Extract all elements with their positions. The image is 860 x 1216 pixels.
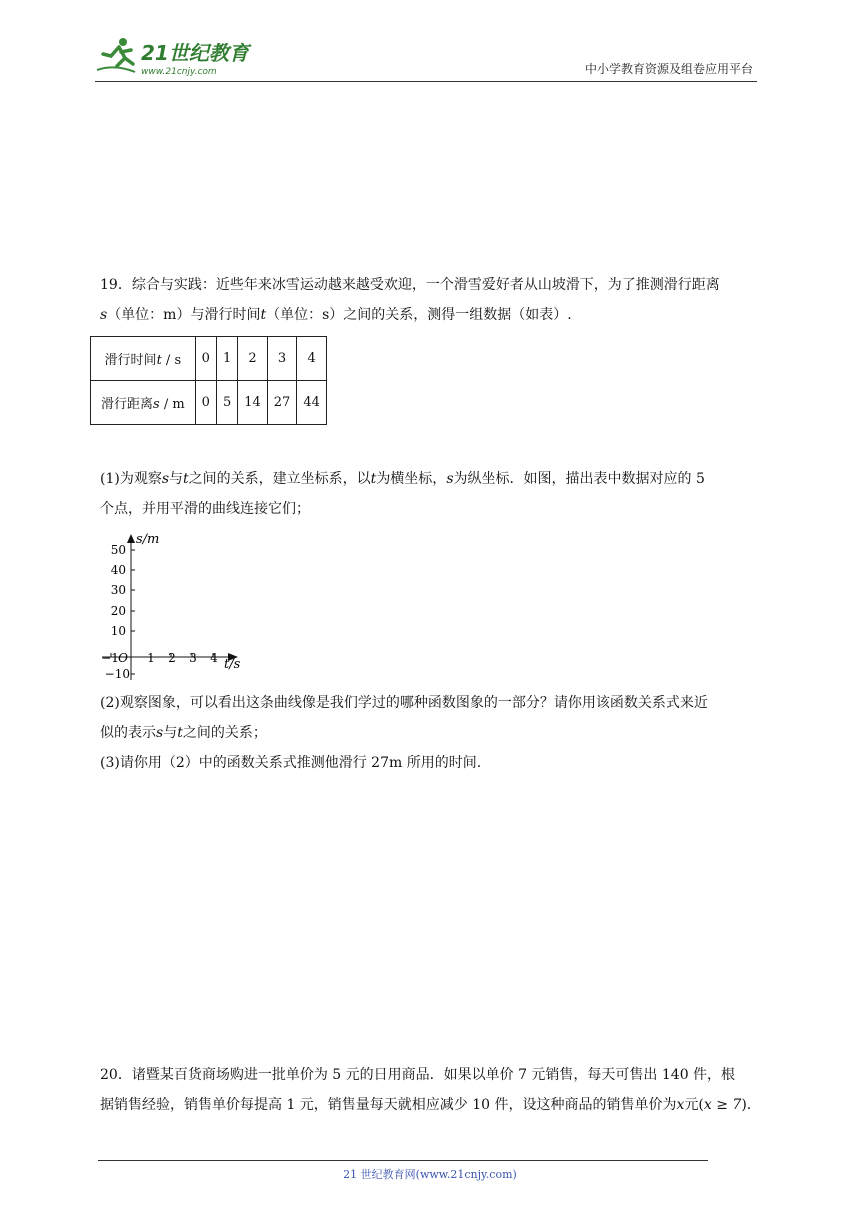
table-cell: 44: [297, 381, 327, 425]
table-cell: 2: [238, 337, 268, 381]
page-header: [95, 30, 757, 82]
table-header-time: 滑行时间t / s: [91, 337, 196, 381]
x-tick-label: 1: [147, 651, 155, 665]
table-cell: 5: [216, 381, 237, 425]
table-cell: 27: [267, 381, 297, 425]
site-logo: [95, 34, 265, 78]
runner-icon: [97, 38, 135, 72]
q19-line-1: 19．综合与实践：近些年来冰雪运动越来越受欢迎，一个滑雪爱好者从山坡滑下，为了推测滑行距离: [100, 277, 720, 293]
svg-text:www.21cnjy.com: www.21cnjy.com: [141, 67, 217, 77]
page-footer: 21 世纪教育网(www.21cnjy.com): [343, 1168, 517, 1181]
q19-line-2: s（单位：m）与滑行时间t（单位：s）之间的关系，测得一组数据（如表）.: [100, 307, 572, 323]
question-19-part-3: (3)请你用（2）中的函数关系式推测他滑行 27m 所用的时间.: [100, 755, 482, 771]
svg-text:21世纪教育: 21世纪教育: [141, 41, 249, 65]
table-cell: 0: [195, 381, 216, 425]
y-tick-label: 50: [110, 543, 126, 557]
question-19-part-1: (1)为观察s与t之间的关系，建立坐标系，以t为横坐标，s为纵坐标．如图，描出表中数据对应的 5 个点，并用平滑的曲线连接它们；: [100, 471, 705, 517]
y-tick-label: 10: [110, 624, 126, 638]
origin-label: O: [118, 651, 128, 665]
x-tick-label: 3: [189, 651, 197, 665]
x-axis-label: t/s: [224, 657, 241, 672]
y-tick-label: 40: [110, 563, 126, 577]
coordinate-graph: [96, 530, 256, 684]
y-tick-label: 20: [110, 604, 126, 618]
table-header-distance: 滑行距离s / m: [91, 381, 196, 425]
table-row-time: [91, 337, 327, 381]
table-cell: 4: [297, 337, 327, 381]
y-axis-label: s/m: [136, 532, 160, 547]
table-cell: 3: [267, 337, 297, 381]
footer-divider: [98, 1160, 708, 1161]
x-tick-label: −1: [101, 651, 119, 665]
table-cell: 0: [195, 337, 216, 381]
question-20-stem: 20．诸暨某百货商场购进一批单价为 5 元的日用商品．如果以单价 7 元销售，每天可售出 140 件，根 据销售经验，销售单价每提高 1 元，销售量每天就相应减少 10 件，设这种商品的销售单价为x元(x ≥ 7).: [100, 1067, 752, 1113]
table-cell: 14: [238, 381, 268, 425]
y-axis-arrow: [127, 534, 135, 543]
data-table: [90, 336, 327, 425]
y-tick-label: 30: [110, 583, 126, 597]
y-tick-label: −10: [104, 667, 130, 681]
question-19-stem: [100, 270, 765, 330]
x-tick-label: 2: [168, 651, 176, 665]
header-divider: [95, 81, 757, 82]
site-description: 中小学教育资源及组卷应用平台: [584, 62, 753, 76]
table-row-distance: [91, 381, 327, 425]
table-cell: 1: [216, 337, 237, 381]
x-tick-label: 4: [210, 651, 218, 665]
question-19-part-2: (2)观察图象，可以看出这条曲线像是我们学过的哪种函数图象的一部分？请你用该函数关系式来近 似的表示s与t之间的关系； (3)请你用（2）中的函数关系式推测他滑行 27m 所用的时间.: [100, 688, 765, 778]
